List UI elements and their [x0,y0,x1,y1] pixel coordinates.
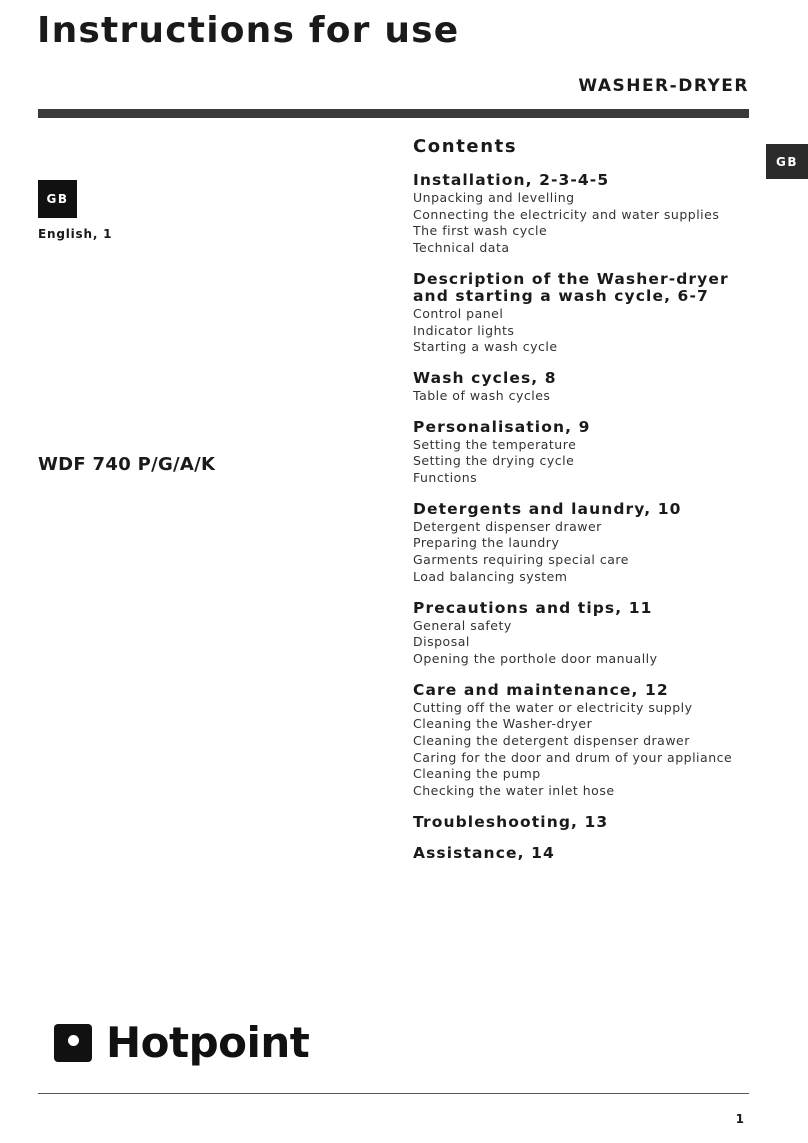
contents-item[interactable]: Cleaning the Washer-dryer [413,716,593,732]
header-divider [38,109,749,118]
contents-item[interactable]: Connecting the electricity and water supplies [413,206,720,222]
contents-item[interactable]: Garments requiring special care [413,552,629,568]
product-type: WASHER-DRYER [578,76,749,96]
section-title[interactable]: Assistance, 14 [413,843,555,862]
model-number: WDF 740 P/G/A/K [38,454,216,475]
contents-item[interactable]: Control panel [413,305,504,321]
contents-section [413,271,763,356]
contents-item[interactable]: Unpacking and levelling [413,190,575,205]
contents-section [413,172,763,257]
contents-item[interactable]: Preparing the laundry [413,535,560,551]
section-title[interactable]: Installation, 2-3-4-5 [413,171,610,189]
contents-item[interactable]: Caring for the door and drum of your appliance [413,749,733,765]
contents-item[interactable]: Cleaning the pump [413,766,541,782]
footer-divider [38,1093,749,1094]
section-title[interactable]: Care and maintenance, 12 [413,680,669,699]
contents-sections [413,172,763,862]
contents-item[interactable]: Table of wash cycles [413,387,551,403]
contents-item[interactable]: Checking the water inlet hose [413,783,615,799]
contents-item[interactable]: Cutting off the water or electricity supply [413,699,693,715]
contents-item[interactable]: Load balancing system [413,568,568,584]
contents-item[interactable]: Technical data [413,240,510,256]
table-of-contents [413,136,763,876]
contents-item[interactable]: The first wash cycle [413,223,548,239]
contents-item[interactable]: Detergent dispenser drawer [413,518,602,534]
page-number: 1 [735,1112,744,1126]
brand-name: Hotpoint [106,1018,310,1067]
contents-item[interactable]: Disposal [413,634,470,650]
contents-section [413,419,763,487]
contents-item[interactable]: Setting the drying cycle [413,453,575,469]
language-side-tab[interactable]: GB [766,144,808,179]
contents-item[interactable]: General safety [413,617,512,633]
hotpoint-logo [54,1018,310,1067]
contents-heading: Contents [413,136,518,157]
contents-section [413,682,763,800]
section-title[interactable]: Personalisation, 9 [413,417,591,436]
language-badge: GB [38,180,77,218]
section-title[interactable]: Wash cycles, 8 [413,368,557,387]
hotpoint-logo-icon [54,1024,92,1062]
contents-section [413,370,763,405]
contents-item[interactable]: Indicator lights [413,322,515,338]
contents-item[interactable]: Starting a wash cycle [413,339,558,355]
contents-section [413,600,763,668]
section-title[interactable]: Description of the Washer-dryer and starting a wash cycle, 6-7 [413,269,729,305]
section-title[interactable]: Precautions and tips, 11 [413,598,653,617]
section-title[interactable]: Troubleshooting, 13 [413,812,609,831]
contents-section [413,814,763,831]
contents-item[interactable]: Setting the temperature [413,436,577,452]
section-title[interactable]: Detergents and laundry, 10 [413,499,682,518]
contents-section [413,845,763,862]
page-title: Instructions for use [37,10,460,51]
contents-item[interactable]: Cleaning the detergent dispenser drawer [413,733,690,749]
contents-item[interactable]: Opening the porthole door manually [413,650,658,666]
language-page-link[interactable]: English, 1 [38,227,113,241]
contents-item[interactable]: Functions [413,470,478,486]
contents-section [413,501,763,586]
